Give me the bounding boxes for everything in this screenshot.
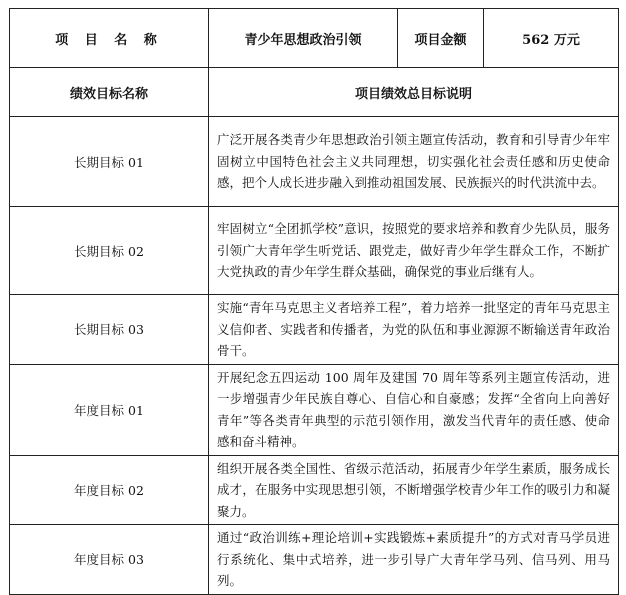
table-row bbox=[10, 207, 619, 295]
goal-label: 年度目标 03 bbox=[10, 525, 209, 595]
goal-description: 牢固树立“全团抓学校”意识，按照党的要求培养和教育少先队员，服务引领广大青年学生听党话、跟党走，做好青少年学生群众工作，不断扩大党执政的青少年学生群众基础，确保党的事业后继有人。 bbox=[209, 207, 619, 295]
table-row bbox=[10, 455, 619, 525]
project-name-label: 项 目 名 称 bbox=[10, 9, 209, 68]
goal-description: 组织开展各类全国性、省级示范活动，拓展青少年学生素质，服务成长成才，在服务中实现思想引领，不断增强学校青少年工作的吸引力和凝聚力。 bbox=[209, 455, 619, 525]
goal-name-column-header: 绩效目标名称 bbox=[10, 68, 209, 117]
goal-description: 开展纪念五四运动 100 周年及建国 70 周年等系列主题宣传活动，进一步增强青少年民族自尊心、自信心和自豪感；发挥“全省向上向善好青年”等各类青年典型的示范引领作用，激发当代青年的责任感、使命感和奋斗精神。 bbox=[209, 364, 619, 455]
project-name-value: 青少年思想政治引领 bbox=[209, 9, 398, 68]
project-amount-label: 项目金额 bbox=[398, 9, 484, 68]
goal-description: 通过“政治训练+理论培训+实践锻炼+素质提升”的方式对青马学员进行系统化、集中式培养，进一步引导广大青年学马列、信马列、用马列。 bbox=[209, 525, 619, 595]
goal-description: 实施“青年马克思主义者培养工程”，着力培养一批坚定的青年马克思主义信仰者、实践者和传播者，为党的队伍和事业源源不断输送青年政治骨干。 bbox=[209, 295, 619, 365]
project-amount-value: 562 万元 bbox=[484, 9, 619, 68]
goal-description-column-header: 项目绩效总目标说明 bbox=[209, 68, 619, 117]
table-row bbox=[10, 525, 619, 595]
performance-goals-table bbox=[9, 8, 619, 595]
table-row bbox=[10, 117, 619, 207]
table-row bbox=[10, 364, 619, 455]
subheader-row bbox=[10, 68, 619, 117]
table-row bbox=[10, 295, 619, 365]
goal-description: 广泛开展各类青少年思想政治引领主题宣传活动，教育和引导青少年牢固树立中国特色社会主义共同理想，切实强化社会责任感和历史使命感，把个人成长进步融入到推动祖国发展、民族振兴的时代洪流中去。 bbox=[209, 117, 619, 207]
header-row bbox=[10, 9, 619, 68]
goal-label: 年度目标 02 bbox=[10, 455, 209, 525]
goal-label: 长期目标 03 bbox=[10, 295, 209, 365]
goal-label: 年度目标 01 bbox=[10, 364, 209, 455]
goal-label: 长期目标 01 bbox=[10, 117, 209, 207]
goal-label: 长期目标 02 bbox=[10, 207, 209, 295]
